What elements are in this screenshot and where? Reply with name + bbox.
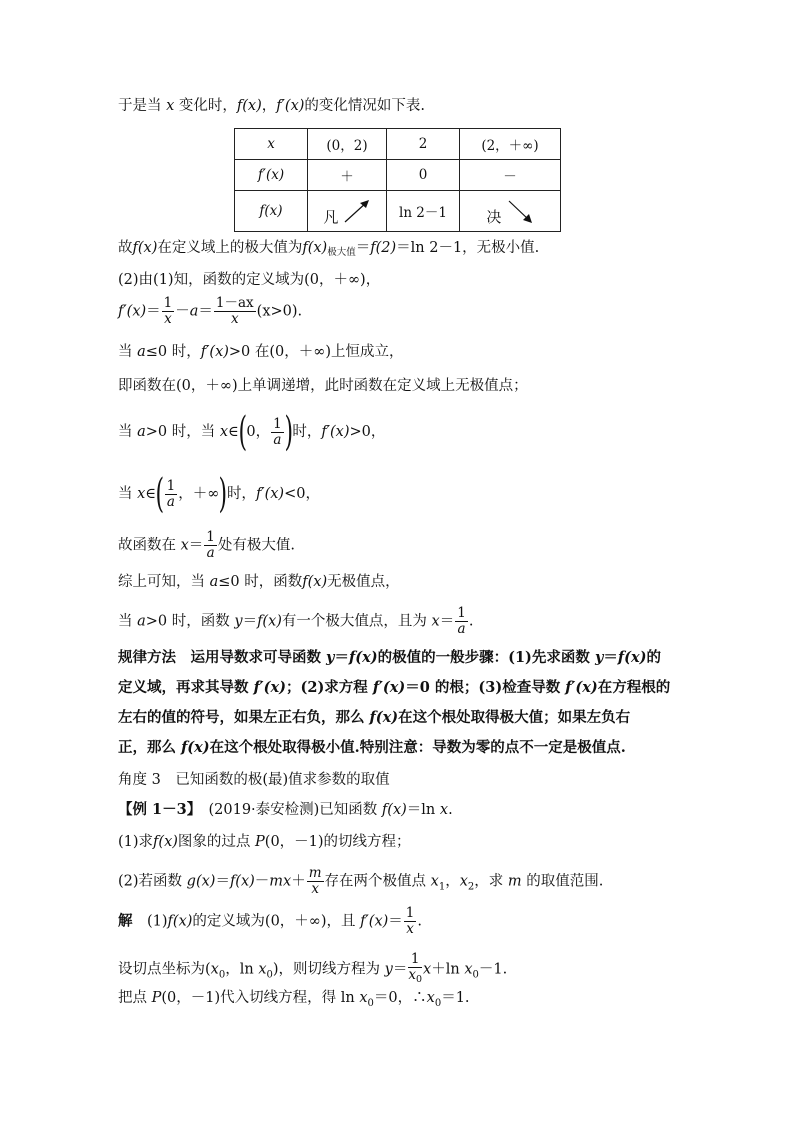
fx: f(x) <box>381 802 407 818</box>
text: 的定义域为(0，＋∞)，且 <box>192 913 361 930</box>
text: ∈ <box>228 424 239 440</box>
line-case-a-nonpos <box>118 342 404 362</box>
subscript: 2 <box>467 881 475 893</box>
text: (2)若函数 <box>118 873 187 890</box>
text: 当 <box>118 613 138 630</box>
fx: f(x) <box>617 649 647 666</box>
text: (0，－1)代入切线方程，得 ln <box>161 990 360 1006</box>
table-row <box>235 160 561 191</box>
point-p: P <box>151 990 162 1006</box>
var-x: x <box>258 961 267 978</box>
line-part2-intro: (2)由(1)知，函数的定义域为(0，＋∞)， <box>118 272 381 288</box>
table-cell <box>308 191 387 232</box>
text: >0 时，函数 <box>145 613 235 630</box>
var-x: x <box>430 873 439 890</box>
subscript: 0 <box>415 974 423 985</box>
solution-2 <box>118 952 507 987</box>
arrow-up-icon <box>343 198 371 224</box>
table-header-row <box>235 129 561 160</box>
subscript: 0 <box>218 969 226 981</box>
arrow-down-icon <box>506 198 534 224</box>
text: 的变化情况如下表. <box>304 98 426 114</box>
text: . <box>448 802 453 818</box>
table-cell: (0，2) <box>308 129 387 160</box>
fraction <box>408 952 422 987</box>
text: 在定义域上的极大值为 <box>157 240 303 256</box>
table-cell: － <box>460 160 561 191</box>
text: . <box>417 913 422 930</box>
numerator: 1 <box>273 415 282 432</box>
var-a: a <box>209 574 219 590</box>
text: 0， <box>246 424 271 440</box>
fpx: f′(x) <box>255 486 285 502</box>
text: >0， <box>349 424 386 440</box>
fraction <box>204 530 217 561</box>
text: －1. <box>478 961 508 978</box>
line-case-a-pos-2 <box>118 471 320 517</box>
denominator: x <box>230 311 239 327</box>
text: ， <box>445 873 460 890</box>
text: 在方程根的 <box>597 679 671 696</box>
text: ＝ln <box>406 802 440 818</box>
fx: f(x) <box>302 240 328 256</box>
denominator: x <box>311 881 319 897</box>
var-x: x <box>426 990 435 1006</box>
text: ＝ <box>146 303 161 320</box>
decrease-glyph: 决 <box>486 207 502 226</box>
text: ＝ <box>355 240 371 256</box>
text: ＝ <box>392 961 408 978</box>
var-x: x <box>219 424 229 440</box>
rule-line-1 <box>118 648 661 668</box>
numerator: m <box>308 865 322 881</box>
text: 当 <box>118 344 138 360</box>
fx: f(x) <box>236 98 262 114</box>
fx: f(x) <box>167 913 193 930</box>
text: 图象的过点 <box>177 834 256 850</box>
table-cell: f(x) <box>235 191 308 232</box>
fraction <box>214 296 256 327</box>
text: ≤0 时， <box>145 344 201 360</box>
line-summary-2 <box>118 606 473 637</box>
rule-line-2 <box>118 678 670 698</box>
text: 存在两个极值点 <box>324 873 431 890</box>
line-max-at <box>118 530 295 561</box>
text: ＝1. <box>441 990 470 1006</box>
fraction <box>404 906 417 937</box>
table-cell: f′(x) <box>235 160 308 191</box>
fpx: f′(x) <box>118 303 147 320</box>
point-p: P <box>255 834 265 850</box>
table-cell: ln 2－1 <box>387 191 460 232</box>
gx: g(x) <box>186 873 216 890</box>
text: ＝ <box>198 303 213 320</box>
fpx: f′(x) <box>360 913 389 930</box>
var-x: x <box>137 486 146 502</box>
var-m: m <box>507 873 522 890</box>
fpx: f′(x) <box>372 679 406 696</box>
paren-right: ) <box>284 409 293 455</box>
text: 的极值的一般步骤：(1)先求函数 <box>377 649 595 666</box>
subscript: 0 <box>266 969 273 981</box>
increase-glyph: 凡 <box>323 207 339 226</box>
text: ＋ln <box>431 961 465 978</box>
text: . <box>468 613 474 630</box>
rule-line-4 <box>118 738 626 758</box>
text: ∈ <box>145 486 157 502</box>
text: ＝ <box>439 613 455 630</box>
numerator: 1 <box>206 529 215 545</box>
var-a: a <box>137 613 146 630</box>
question-1 <box>118 832 411 852</box>
text: (1) <box>132 913 168 930</box>
var-x: x <box>431 613 440 630</box>
fpx: f′(x) <box>565 679 598 696</box>
fpx: f′(x) <box>276 98 305 114</box>
text: ＝ <box>603 649 618 666</box>
text: (1)求 <box>118 834 154 850</box>
text: ＝ <box>334 649 349 666</box>
numerator: 1 <box>408 952 422 968</box>
var-m: m <box>269 873 284 890</box>
table-cell: 0 <box>387 160 460 191</box>
line-derivative <box>118 296 302 327</box>
line-max-value <box>118 238 539 263</box>
solution-label: 解 <box>118 912 133 930</box>
fx: f(x) <box>229 873 255 890</box>
denominator: a <box>457 621 466 637</box>
fx: f(x) <box>369 709 399 726</box>
numerator: 1 <box>457 605 466 621</box>
numerator: 1－ax <box>215 295 254 311</box>
denominator <box>408 968 422 987</box>
line-monotonic: 即函数在(0，＋∞)上单调递增，此时函数在定义域上无极值点； <box>118 378 528 394</box>
fraction <box>271 417 284 448</box>
text: 在这个根处取得极大值；如果左负右 <box>398 709 631 726</box>
intro-line <box>118 96 425 116</box>
var-y: y <box>594 649 604 666</box>
text: 把点 <box>118 990 152 1006</box>
var-a: a <box>137 344 146 360</box>
text: ＝0，∴ <box>373 990 427 1006</box>
subscript: 极大值 <box>327 247 356 258</box>
var-y: y <box>234 613 243 630</box>
fx: f(x) <box>302 574 328 590</box>
denominator-var: x <box>408 967 416 983</box>
text: 当 <box>118 486 138 502</box>
solution-1 <box>118 906 422 937</box>
subscript: 0 <box>472 969 479 981</box>
text: 正，那么 <box>118 739 182 756</box>
f2: f(2) <box>370 240 397 256</box>
var-x: x <box>166 98 175 114</box>
text: 定义域，再求其导数 <box>118 679 254 696</box>
example-label: 【例 1－3】 <box>118 801 194 818</box>
text: ；(2)求方程 <box>286 679 373 696</box>
fraction <box>162 296 175 327</box>
subscript: 1 <box>438 881 446 893</box>
denominator: x <box>164 311 172 327</box>
table-cell: ＋ <box>308 160 387 191</box>
text: 综上可知，当 <box>118 574 210 590</box>
fpx: f′(x) <box>200 344 229 360</box>
text: 的取值范围. <box>521 873 604 890</box>
text: ，求 <box>474 873 508 890</box>
fx: f(x) <box>181 739 210 756</box>
text: 故函数在 <box>118 537 181 554</box>
var-y: y <box>384 961 393 978</box>
numerator: 1 <box>166 477 176 494</box>
text: 规律方法 运用导数求可导函数 <box>118 649 327 666</box>
table-cell <box>460 191 561 232</box>
text: )，则切线方程为 <box>272 961 385 978</box>
text: 设切点坐标为( <box>118 961 211 978</box>
text: 时， <box>292 424 322 440</box>
text: ， <box>261 98 277 114</box>
text: ，＋∞ <box>178 486 220 502</box>
text: ＝ <box>215 873 230 890</box>
text: (2019·泰安检测)已知函数 <box>193 802 382 818</box>
fx: f(x) <box>132 240 158 256</box>
text: ＝0 的根；(3)检查导数 <box>405 679 566 696</box>
text: 处有极大值. <box>217 537 295 554</box>
line-case-a-pos <box>118 409 386 455</box>
fraction <box>455 606 468 637</box>
var-x: x <box>464 961 473 978</box>
denominator: a <box>273 431 282 448</box>
numerator: 1 <box>163 295 173 311</box>
text: 时， <box>226 486 256 502</box>
text: ＝ <box>388 913 403 930</box>
text: ＋ <box>291 873 306 890</box>
paren-left: ( <box>238 409 247 455</box>
question-2 <box>118 866 603 898</box>
table-row <box>235 191 561 232</box>
text: 有一个极大值点，且为 <box>281 613 432 630</box>
text: (0，－1)的切线方程； <box>264 834 411 850</box>
table-cell: 2 <box>387 129 460 160</box>
fx: f(x) <box>348 649 378 666</box>
text: >0 在(0，＋∞)上恒成立， <box>228 344 404 360</box>
text: 在这个根处取得极小值.特别注意：导数为零的点不一定是极值点. <box>209 739 626 756</box>
fraction <box>165 479 178 510</box>
table-cell: (2，＋∞) <box>460 129 561 160</box>
denominator: a <box>206 545 215 561</box>
text: 于是当 <box>118 98 167 114</box>
var-a: a <box>137 424 146 440</box>
fpx: f′(x) <box>321 424 350 440</box>
text: ≤0 时，函数 <box>218 574 303 590</box>
var-x: x <box>439 802 449 818</box>
text: (x>0). <box>256 303 303 320</box>
subscript: 0 <box>367 998 374 1009</box>
var-x: x <box>283 873 292 890</box>
rule-line-3 <box>118 708 630 728</box>
fx: f(x) <box>153 834 178 850</box>
var-x: x <box>459 873 468 890</box>
fx: f(x) <box>257 613 282 630</box>
var-x: x <box>359 990 368 1006</box>
text: ＝ln 2－1，无极小值. <box>396 240 540 256</box>
text: － <box>254 873 270 890</box>
denominator: x <box>406 921 414 937</box>
text: ＝ <box>188 537 204 554</box>
text: 的 <box>646 649 661 666</box>
denominator: a <box>166 493 175 510</box>
text: 当 <box>118 424 138 440</box>
var-a: a <box>189 303 199 320</box>
text: <0， <box>284 486 320 502</box>
solution-3 <box>118 988 470 1014</box>
text: － <box>175 303 190 320</box>
var-x: x <box>180 537 189 554</box>
variation-table <box>234 128 561 232</box>
text: ，ln <box>225 961 259 978</box>
text: 变化时， <box>174 98 237 114</box>
var-x: x <box>423 961 432 978</box>
var-y: y <box>326 649 335 666</box>
fraction <box>307 866 324 897</box>
angle-heading: 角度 3 已知函数的极(最)值求参数的取值 <box>118 772 390 788</box>
line-summary <box>118 572 400 592</box>
example-line <box>118 800 453 820</box>
text: ＝ <box>242 613 258 630</box>
var-x: x <box>210 961 219 978</box>
subscript: 0 <box>434 998 442 1009</box>
table-cell: x <box>235 129 308 160</box>
text: 故 <box>118 240 133 256</box>
paren-left: ( <box>155 471 165 517</box>
numerator: 1 <box>405 905 415 921</box>
text: >0 时，当 <box>145 424 220 440</box>
paren-right: ) <box>218 471 228 517</box>
fpx: f′(x) <box>253 679 286 696</box>
text: 左右的值的符号，如果左正右负，那么 <box>118 709 370 726</box>
text: 无极值点， <box>327 574 400 590</box>
